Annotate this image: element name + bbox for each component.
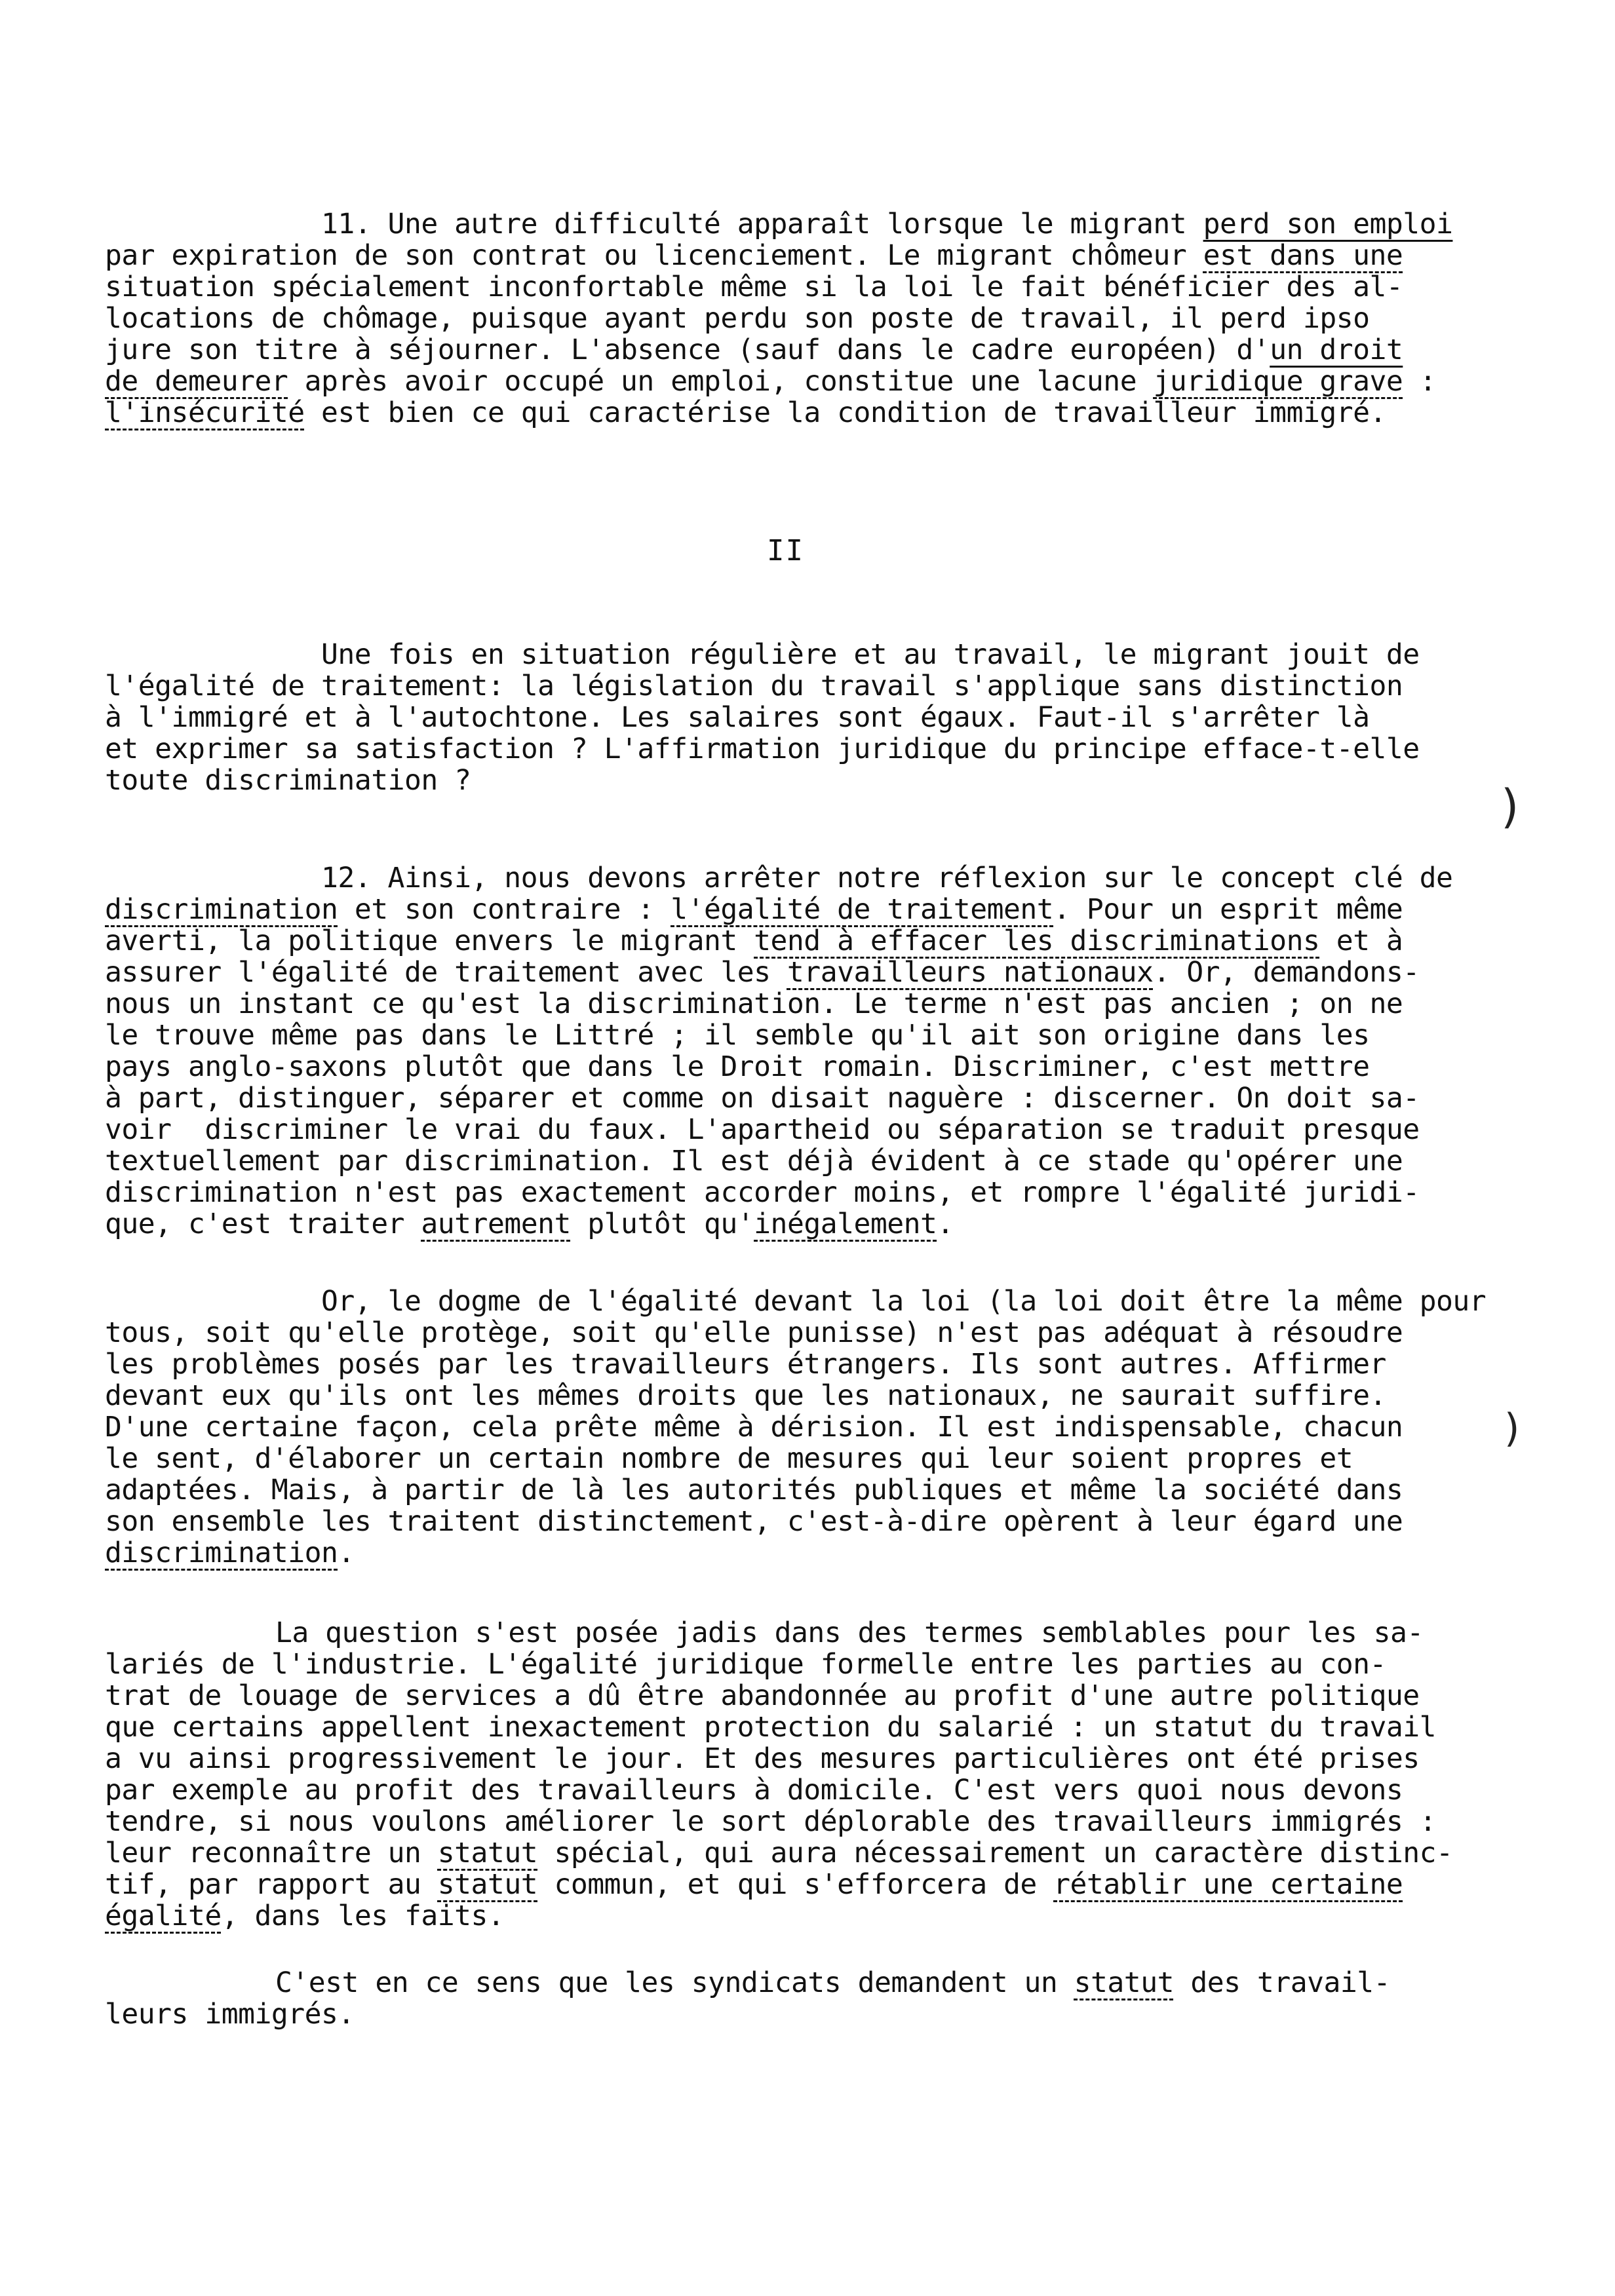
text-line: l'insécurité est bien ce qui caractérise la condition de travailleur immigré.	[105, 396, 1386, 429]
text-line: de demeurer après avoir occupé un emploi, constitue une lacune juridique grave :	[105, 365, 1437, 398]
text-line: locations de chômage, puisque ayant perdu son poste de travail, il perd ipso	[105, 302, 1370, 335]
text-line: Une fois en situation régulière et au travail, le migrant jouit de	[321, 638, 1420, 671]
text-line: toute discrimination ?	[105, 764, 471, 797]
paragraph-question	[105, 1617, 1453, 1932]
text-line: devant eux qu'ils ont les mêmes droits que les nationaux, ne saurait suffire.	[105, 1379, 1386, 1412]
text-line: les problèmes posés par les travailleurs étrangers. Ils sont autres. Affirmer	[105, 1348, 1386, 1381]
text-line: discrimination et son contraire : l'égalité de traitement. Pour un esprit même	[105, 893, 1403, 926]
text-line: voir discriminer le vrai du faux. L'apartheid ou séparation se traduit presque	[105, 1113, 1420, 1146]
margin-mark: )	[1501, 780, 1519, 833]
text-line: le sent, d'élaborer un certain nombre de mesures qui leur soient propres et	[105, 1442, 1353, 1475]
text-line: C'est en ce sens que les syndicats demandent un statut des travail-	[275, 1966, 1391, 1999]
text-line: averti, la politique envers le migrant tend à effacer les discriminations et à	[105, 925, 1403, 957]
text-line: a vu ainsi progressivement le jour. Et des mesures particulières ont été prises	[105, 1742, 1420, 1775]
text-line: textuellement par discrimination. Il est déjà évident à ce stade qu'opérer une	[105, 1145, 1403, 1177]
text-line: leurs immigrés.	[105, 1998, 355, 2031]
text-line: assurer l'égalité de traitement avec les travailleurs nationaux. Or, demandons-	[105, 956, 1420, 989]
text-line: adaptées. Mais, à partir de là les autorités publiques et même la société dans	[105, 1474, 1403, 1506]
text-line: nous un instant ce qu'est la discrimination. Le terme n'est pas ancien ; on ne	[105, 987, 1403, 1020]
text-line: que certains appellent inexactement protection du salarié : un statut du travail	[105, 1711, 1437, 1744]
paragraph-or	[105, 1285, 1487, 1569]
text-line: son ensemble les traitent distinctement, c'est-à-dire opèrent à leur égard une	[105, 1505, 1403, 1538]
text-line: le trouve même pas dans le Littré ; il semble qu'il ait son origine dans les	[105, 1019, 1370, 1052]
text-line: à l'immigré et à l'autochtone. Les salaires sont égaux. Faut-il s'arrêter là	[105, 701, 1370, 734]
text-line: tendre, si nous voulons améliorer le sort déplorable des travailleurs immigrés :	[105, 1805, 1437, 1838]
text-line: jure son titre à séjourner. L'absence (sauf dans le cadre européen) d'un droit	[105, 334, 1403, 366]
text-line: par exemple au profit des travailleurs à domicile. C'est vers quoi nous devons	[105, 1774, 1403, 1807]
text-line: à part, distinguer, séparer et comme on disait naguère : discerner. On doit sa-	[105, 1082, 1420, 1115]
text-line: l'égalité de traitement: la législation du travail s'applique sans distinction	[105, 670, 1403, 702]
text-line: trat de louage de services a dû être abandonnée au profit d'une autre politique	[105, 1679, 1420, 1712]
text-line: lariés de l'industrie. L'égalité juridique formelle entre les parties au con-	[105, 1648, 1386, 1681]
text-line: tous, soit qu'elle protège, soit qu'elle punisse) n'est pas adéquat à résoudre	[105, 1316, 1403, 1349]
text-line: discrimination n'est pas exactement accorder moins, et rompre l'égalité juridi-	[105, 1176, 1420, 1209]
text-line: égalité, dans les faits.	[105, 1900, 505, 1932]
text-line: La question s'est posée jadis dans des termes semblables pour les sa-	[275, 1617, 1424, 1649]
text-line: que, c'est traiter autrement plutôt qu'inégalement.	[105, 1208, 954, 1240]
paragraph-12	[105, 862, 1453, 1240]
text-line: D'une certaine façon, cela prête même à dérision. Il est indispensable, chacun	[105, 1411, 1403, 1444]
margin-mark: )	[1504, 1406, 1520, 1451]
paragraph-intro	[105, 639, 1449, 796]
text-line: par expiration de son contrat ou licenciement. Le migrant chômeur est dans une	[105, 239, 1403, 272]
paragraph-final	[105, 1967, 1449, 2030]
text-line: Or, le dogme de l'égalité devant la loi (la loi doit être la même pour	[321, 1285, 1487, 1318]
text-line: situation spécialement inconfortable même si la loi le fait bénéficier des al-	[105, 271, 1403, 303]
paragraph-11	[105, 208, 1453, 429]
text-line: leur reconnaître un statut spécial, qui aura nécessairement un caractère distinc-	[105, 1837, 1453, 1869]
text-line: 12. Ainsi, nous devons arrêter notre réflexion sur le concept clé de	[321, 862, 1453, 894]
text-line: 11. Une autre difficulté apparaît lorsque le migrant perd son emploi	[321, 208, 1453, 240]
text-line: discrimination.	[105, 1537, 355, 1569]
text-line: tif, par rapport au statut commun, et qui s'efforcera de rétablir une certaine	[105, 1868, 1403, 1901]
text-line: pays anglo-saxons plutôt que dans le Droit romain. Discriminer, c'est mettre	[105, 1050, 1370, 1083]
text-line: et exprimer sa satisfaction ? L'affirmation juridique du principe efface-t-elle	[105, 733, 1420, 765]
section-heading: II	[767, 534, 804, 567]
